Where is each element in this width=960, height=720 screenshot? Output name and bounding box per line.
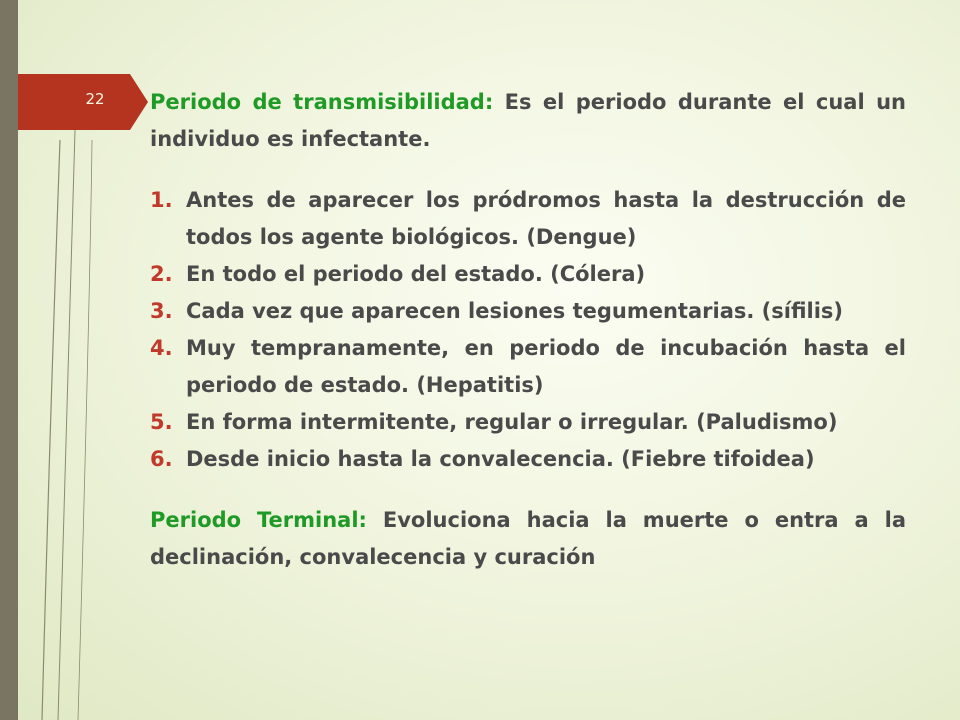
list-item [150,441,906,478]
intro-paragraph [150,84,906,158]
list-item [150,330,906,404]
list-number: 1. [150,188,173,212]
terminal-term: Periodo Terminal: [150,508,367,532]
list-number: 6. [150,447,173,471]
list-text: En forma intermitente, regular o irregular. (Paludismo) [186,410,838,434]
list-number: 2. [150,262,173,286]
terminal-paragraph [150,502,906,576]
list-item [150,182,906,256]
list-number: 3. [150,299,173,323]
list-text: Antes de aparecer los pródromos hasta la destrucción de todos los agente biológicos. (Dengue) [186,188,906,249]
list-text: Desde inicio hasta la convalecencia. (Fiebre tifoidea) [186,447,815,471]
page-number: 22 [85,90,105,108]
list-item [150,404,906,441]
slide-content [150,84,906,576]
terminal-definition: Evoluciona hacia la muerte o entra a la declinación, convalecencia y curación [150,508,906,569]
list-text: Cada vez que aparecen lesiones tegumentarias. (sífilis) [186,299,844,323]
list-text: Muy tempranamente, en periodo de incubación hasta el periodo de estado. (Hepatitis) [186,336,906,397]
list-number: 5. [150,410,173,434]
examples-list [150,182,906,478]
list-item [150,293,906,330]
list-number: 4. [150,336,173,360]
transmissibility-term: Periodo de transmisibilidad: [150,90,494,114]
transmissibility-definition: Es el periodo durante el cual un individuo es infectante. [150,90,906,151]
list-text: En todo el periodo del estado. (Cólera) [186,262,646,286]
list-item [150,256,906,293]
